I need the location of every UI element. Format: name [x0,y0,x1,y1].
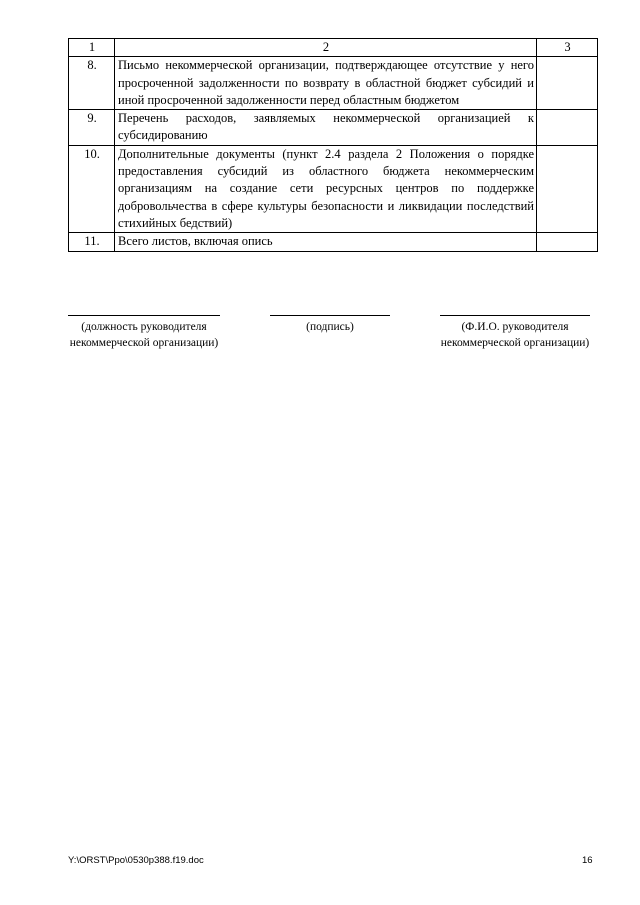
row-text: Перечень расходов, заявляемых некоммерческой организацией к субсидированию [115,110,537,146]
row-text: Всего листов, включая опись [115,233,537,251]
position-caption: (должность руководителя некоммерческой организации) [69,321,219,349]
table-row [69,110,598,146]
header-col-3: 3 [537,39,598,57]
row-number: 9. [69,110,115,146]
row-number: 11. [69,233,115,251]
row-col3 [537,110,598,146]
table-row [69,233,598,251]
header-col-2: 2 [115,39,537,57]
row-number: 8. [69,57,115,110]
row-col3 [537,233,598,251]
signature-line [270,315,390,316]
file-path: Y:\ORST\Ppo\0530p388.f19.doc [68,855,204,866]
position-signature-line [68,315,220,316]
name-signature-line [440,315,590,316]
row-text: Дополнительные документы (пункт 2.4 раздела 2 Положения о порядке предоставления субсидий из областного бюджета некоммерческим организациям на создание сети ресурсных центров по поддержке добровольчества в сфере культуры безопасности и ликвидации последствий стихийных бедствий) [115,145,537,232]
table-header-row [69,39,598,57]
row-col3 [537,57,598,110]
signature-caption: (подпись) [306,321,354,333]
page-number: 16 [582,855,593,866]
row-number: 10. [69,145,115,232]
row-text: Письмо некоммерческой организации, подтверждающее отсутствие у него просроченной задолженности по возврату в областной бюджет субсидий и иной просроченной задолженности перед областным бюджетом [115,57,537,110]
documents-table [68,38,598,252]
name-caption: (Ф.И.О. руководителя некоммерческой организации) [440,321,590,349]
table-row [69,57,598,110]
header-col-1: 1 [69,39,115,57]
row-col3 [537,145,598,232]
table-row [69,145,598,232]
